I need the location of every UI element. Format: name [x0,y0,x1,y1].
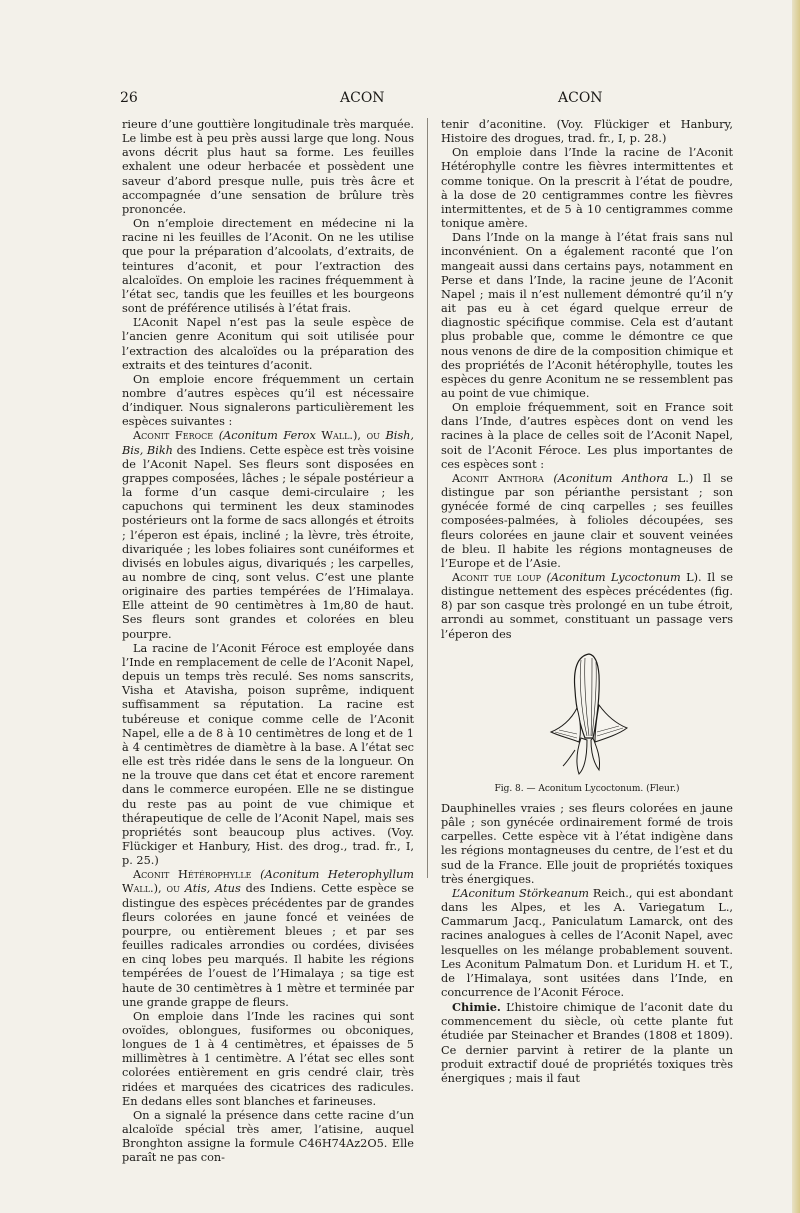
paragraph: On n’emploie directement en médecine ni la racine ni les feuilles de l’Aconit. On ne les utilise que pour la préparation d’alcoolats, d’extraits, de teintures d’aconit, et pour l’extraction des alcaloïdes. On emploie les racines fréquemment à l’état sec, tandis que les feuilles et les bourgeons sont de préférence utilisés à l’état frais. [122,217,414,316]
running-head-right: ACON [558,90,603,106]
paragraph: rieure d’une gouttière longitudinale très marquée. Le limbe est à peu près aussi large que long. Nous avons décrit plus haut sa forme. Les feuilles exhalent une odeur herbacée et possèdent une saveur d’abord presque nulle, puis très âcre et accompagnée d’une sensation de brûlure très prononcée. [122,118,414,216]
page-edge [792,0,800,1213]
paragraph: On emploie dans l’Inde les racines qui sont ovoïdes, oblongues, fusiformes ou obconiques, longues de 1 à 4 centimètres, et épaisses de 5 millimètres à 1 centimètre. A l’état sec elles sont colorées entièrement en gris cendré clair, très ridées et marquées des cicatrices des radicules. En dedans elles sont blanches et farineuses. [122,1009,414,1108]
section-chimie: Chimie. L’histoire chimique de l’aconit date du commencement du siècle, où cette plante fut étudiée par Steinacher et Brandes (1808 et 1809). Ce dernier parvint à retirer de la plante un produit extractif doué de propriétés toxiques très énergiques ; mais il faut [441,1000,733,1085]
paragraph: Dans l’Inde on la mange à l’état frais sans nul inconvénient. On a également raconté que l’on mangeait aussi dans certains pays, notamment en Perse et dans l’Inde, la racine jeune de l’Aconit Napel ; mais il n’est nullement démontré qu’il n’y ait pas eu à cet égard quelque erreur de diagnostic spécifique commise. Cela est d’autant plus probable que, comme le démontre ce que nous venons de dire de la composition chimique et des propriétés de l’Aconit hétérophylle, toutes les espèces du genre Aconitum ne se ressemblent pas au point de vue chimique. [441,231,733,400]
species-entry-lycoctonum: Aconit tue loup (Aconitum Lycoctonum L). Il se distingue nettement des espèces précédentes (fig. 8) par son casque très prolongé en un tube étroit, arrondi au sommet, constituant un passage vers l’éperon des [441,571,734,641]
paragraph: La racine de l’Aconit Féroce est employée dans l’Inde en remplacement de celle de l’Aconit Napel, depuis un temps très reculé. Ses noms sanscrits, Visha et Atavisha, poison suprême, indiquent suffisamment sa réputation. La racine est tubéreuse et conique comme celle de l’Aconit Napel, elle a de 8 à 10 centimètres de long et de 1 à 4 centimètres de diamètre à la base. A l’état sec elle est très ridée dans le sens de la longueur. On ne la trouve que dans cet état et encore rarement dans le commerce européen. Elle ne se distingue du reste pas au point de vue chimique et thérapeutique de celle de l’Aconit Napel, mais ses propriétés sont beaucoup plus actives. (Voy. Flückiger et Hanbury, Hist. des drog., trad. fr., I, p. 25.) [122,641,414,868]
species-heading: Aconit Feroce [133,429,214,443]
paragraph: On a signalé la présence dans cette racine d’un alcaloïde spécial très amer, l’atisine, auquel Bronghton assigne la formule C46H74Az2O5. Elle paraît ne pas con- [122,1108,414,1165]
species-entry-anthora: Aconit Anthora (Aconitum Anthora L.) Il se distingue par son périanthe persistant ; son gynécée formé de cinq carpelles ; ses feuilles composées-palmées, à folioles découpées, ses fleurs colorées en jaune clair et souvent veinées de bleu. Il habite les régions montagneuses de l’Europe et de l’Asie. [441,471,733,570]
species-heading: Aconit tue loup [452,571,542,584]
aconitum-lycoctonum-flower-illustration [537,650,637,780]
species-latin-name: L’Aconitum Störkeanum [452,886,589,900]
species-heading: Aconit Anthora [452,471,544,485]
species-latin-name: (Aconitum Lycoctonum [546,571,681,584]
paragraph: On emploie dans l’Inde la racine de l’Aconit Hétérophylle contre les fièvres intermittentes et comme tonique. On la prescrit à l’état de poudre, à la dose de 20 centigrammes contre les fièvres intermittentes, et de 5 à 10 centigrammes comme tonique amère. [441,146,733,231]
running-head-left: ACON [340,90,385,106]
species-latin-name: (Aconitum Ferox [218,429,316,443]
species-entry-heterophyllum: Aconit Hétérophylle (Aconitum Heterophyllum Wall.), ou Atis, Atus des Indiens. Cette espèce se distingue des espèces précédentes par de grandes fleurs colorées en jaune foncé et veinées de pourpre, ou entièrement bleues ; et par ses feuilles radicales arrondies ou cordées, divisées en cinq lobes peu marqués. Il habite les régions tempérées de l’ouest de l’Himalaya ; sa tige est haute de 30 centimètres à 1 mètre et terminée par une grande grappe de fleurs. [122,868,414,1009]
left-column [122,118,414,1166]
paragraph: On emploie fréquemment, soit en France soit dans l’Inde, d’autres espèces dont on vend les racines à la place de celles soit de l’Aconit Napel, soit de l’Aconit Féroce. Les plus importantes de ces espèces sont : [441,401,733,471]
species-entry-ferox: Aconit Feroce (Aconitum Ferox Wall.), ou Bish, Bis, Bikh des Indiens. Cette espèce est très voisine de l’Aconit Napel. Ses fleurs sont disposées en grappes composées, lâches ; le sépale postérieur a la forme d’un casque demi-circulaire ; les capuchons qui terminent les deux staminodes postérieurs ont la forme de sacs allongés et étroits ; l’éperon est épais, incliné ; la lèvre, très étroite, divariquée ; les lobes foliaires sont cunéiformes et divisés en lobules aigus, divariqués ; les carpelles, au nombre de cinq, sont velus. C’est une plante originaire des parties tempérées de l’Himalaya. Elle atteint de 90 centimètres à 1m,80 de haut. Ses fleurs sont grandes et colorées en bleu pourpre. [122,429,415,641]
figure-caption: Fig. 8. — Aconitum Lycoctonum. (Fleur.) [494,783,680,794]
species-latin-name: (Aconitum Anthora [553,471,669,485]
figure-8 [441,650,733,796]
page-number: 26 [120,90,138,106]
species-latin-name: (Aconitum Heterophyllum [260,868,414,882]
paragraph: On emploie encore fréquemment un certain nombre d’autres espèces qu’il est nécessaire d’indiquer. Nous signalerons particulièrement les espèces suivantes : [122,372,414,429]
paragraph: tenir d’aconitine. (Voy. Flückiger et Hanbury, Histoire des drogues, trad. fr., I, p. 28.) [441,118,733,146]
section-heading: Chimie. [452,1000,501,1015]
paragraph: Dauphinelles vraies ; ses fleurs colorées en jaune pâle ; son gynécée ordinairement formé de trois carpelles. Cette espèce vit à l’état indigène dans les régions montagneuses du centre, de l’est et du sud de la France. Elle jouit de propriétés toxiques très énergiques. [441,801,733,886]
paragraph: L’Aconitum Störkeanum Reich., qui est abondant dans les Alpes, et les A. Variegatum L., Cammarum Jacq., Paniculatum Lamarck, ont des racines analogues à celles de l’Aconit Napel, avec lesquelles on les mélange probablement souvent. Les Aconitum Palmatum Don. et Luridum H. et T., de l’Himalaya, sont usitées dans l’Inde, en concurrence de l’Aconit Féroce. [441,886,733,999]
paragraph: L’Aconit Napel n’est pas la seule espèce de l’ancien genre Aconitum qui soit utilisée pour l’extraction des alcaloïdes ou la préparation des extraits et des teintures d’aconit. [122,316,414,372]
column-divider [427,118,428,878]
species-heading: Aconit Hétérophylle [133,868,252,882]
running-header [120,90,720,110]
right-column [441,118,733,1086]
